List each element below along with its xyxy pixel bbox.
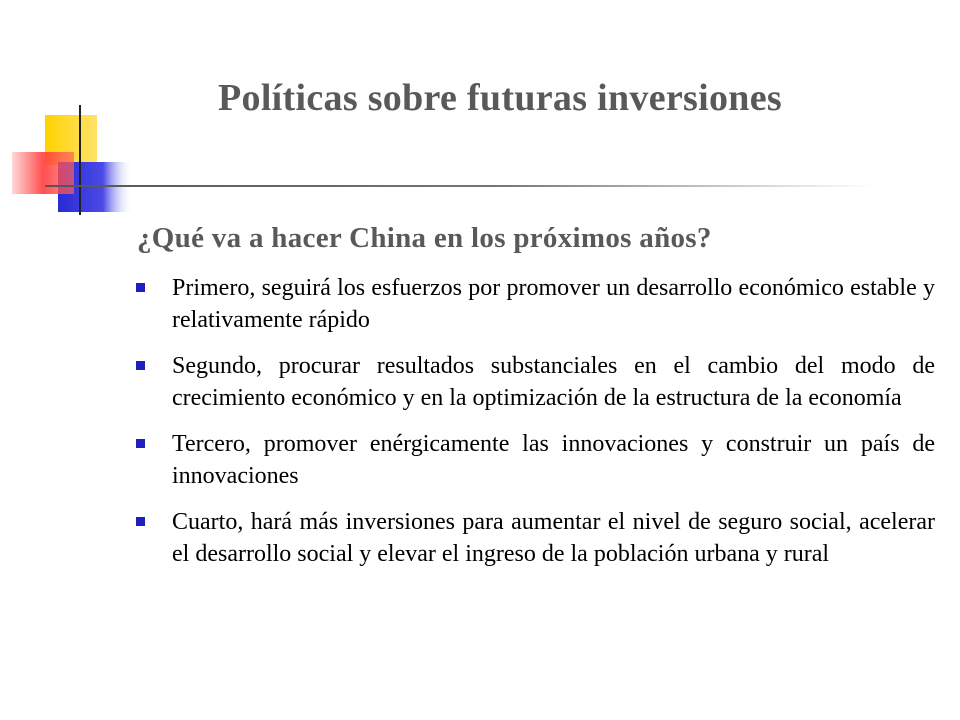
bullet-item [135,272,935,336]
bullet-text: Tercero, promover enérgicamente las innovaciones y construir un país de innovaciones [172,431,935,489]
square-bullet-icon [136,361,145,370]
bullet-text: Cuarto, hará más inversiones para aumentar el nivel de seguro social, acelerar el desarrollo social y elevar el ingreso de la población urbana y rural [172,509,935,567]
slide-title: Políticas sobre futuras inversiones [218,77,782,119]
bullet-item [135,428,935,492]
bullet-list [135,272,935,584]
slide-question: ¿Qué va a hacer China en los próximos años? [137,222,712,254]
bullet-text: Primero, seguirá los esfuerzos por promover un desarrollo económico estable y relativamente rápido [172,275,935,333]
bullet-text: Segundo, procurar resultados substanciales en el cambio del modo de crecimiento económico y en la optimización de la estructura de la economía [172,353,935,411]
square-bullet-icon [136,439,145,448]
deco-red-square [12,152,74,194]
bullet-item [135,350,935,414]
bullet-item [135,506,935,570]
square-bullet-icon [136,283,145,292]
square-bullet-icon [136,517,145,526]
title-divider [45,185,875,187]
slide-corner-decoration [10,100,140,220]
